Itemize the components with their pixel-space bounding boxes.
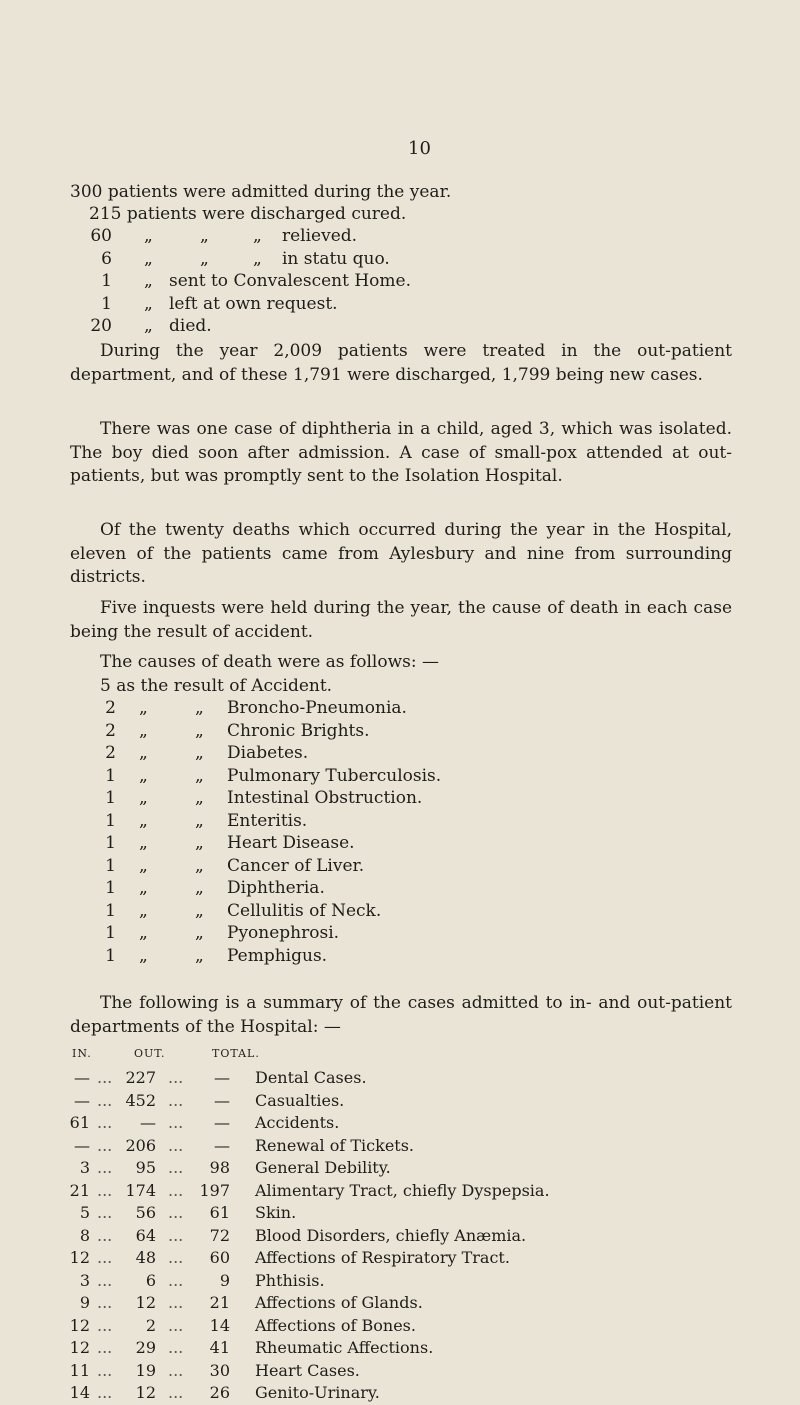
cause-count: 1 <box>105 855 116 876</box>
cause-count: 2 <box>105 743 116 763</box>
cell-in: 9 <box>79 1293 90 1312</box>
admission-outcome: left at own request. <box>169 293 338 314</box>
ditto-mark: „ <box>139 720 148 741</box>
ditto-mark: „ <box>144 293 153 314</box>
cause-count: 2 <box>105 698 116 718</box>
ditto-mark: „ <box>139 945 148 966</box>
cause-name: Pyonephrosi. <box>227 923 340 943</box>
cell-in: 21 <box>69 1180 90 1200</box>
leader-dots: ... <box>97 1180 113 1200</box>
header-total: TOTAL. <box>212 1047 260 1060</box>
cause-name: Broncho-Pneumonia. <box>227 698 407 718</box>
summary-intro: The following is a summary of the cases admitted to in- and out-patient departments of the Hospital: — <box>70 993 732 1037</box>
diphtheria-paragraph: There was one case of diphtheria in a child, aged 3, which was isolated. The boy died soon after admission. A case of small-pox attended at out-patients, but was promptly sent to the Isolation Hospital. <box>70 419 732 486</box>
cell-total: 41 <box>209 1338 230 1357</box>
cell-out: 19 <box>135 1360 156 1380</box>
ditto-mark: „ <box>139 788 148 808</box>
cell-out: 452 <box>125 1090 156 1110</box>
ditto-mark: „ <box>195 743 204 763</box>
cell-in: 3 <box>79 1158 90 1177</box>
leader-dots: ... <box>168 1203 184 1222</box>
inquests-paragraph: Five inquests were held during the year, the cause of death in each case being the result of accident. <box>70 598 732 642</box>
cause-count: 1 <box>105 788 116 808</box>
admission-outcome: relieved. <box>282 226 358 246</box>
admission-count: 20 <box>90 316 112 336</box>
admission-outcome: died. <box>169 316 212 336</box>
admission-count: 1 <box>101 271 112 291</box>
leader-dots: ... <box>168 1090 184 1110</box>
cell-out: 206 <box>125 1135 156 1155</box>
leader-dots: ... <box>97 1293 113 1312</box>
cell-in: 11 <box>69 1360 90 1380</box>
cell-in: — <box>74 1090 90 1110</box>
leader-dots: ... <box>168 1248 184 1267</box>
admission-count: 60 <box>90 226 112 246</box>
leader-dots: ... <box>168 1338 184 1357</box>
ditto-mark: „ <box>253 248 262 269</box>
cause-accident: 5 as the result of Accident. <box>100 676 333 696</box>
cause-name: Pemphigus. <box>227 945 328 966</box>
admission-outcome: sent to Convalescent Home. <box>169 271 412 291</box>
cause-name: Enteritis. <box>227 810 308 831</box>
deaths-paragraph: Of the twenty deaths which occurred during the year in the Hospital, eleven of the patients came from Aylesbury and nine from surrounding districts. <box>70 520 732 587</box>
ditto-mark: „ <box>200 248 209 269</box>
cause-count: 2 <box>105 720 116 741</box>
ditto-mark: „ <box>139 923 148 943</box>
admission-count: 1 <box>101 293 112 314</box>
cell-in: 12 <box>69 1338 90 1357</box>
ditto-mark: „ <box>195 923 204 943</box>
cell-label: Renewal of Tickets. <box>255 1135 415 1155</box>
cause-name: Intestinal Obstruction. <box>227 788 423 808</box>
leader-dots: ... <box>97 1090 113 1110</box>
cell-total: 72 <box>209 1225 230 1245</box>
cell-in: — <box>74 1135 90 1155</box>
ditto-mark: „ <box>139 765 148 786</box>
cell-total: 9 <box>219 1270 230 1290</box>
leader-dots: ... <box>97 1270 113 1290</box>
cell-in: 12 <box>69 1248 90 1267</box>
causes-intro: The causes of death were as follows: — <box>100 652 439 672</box>
cell-in: 3 <box>79 1270 90 1290</box>
cell-total: — <box>214 1068 230 1087</box>
cause-name: Diabetes. <box>227 743 309 763</box>
leader-dots: ... <box>168 1383 184 1402</box>
cell-out: 6 <box>145 1270 156 1290</box>
cell-total: 61 <box>209 1203 230 1222</box>
ditto-mark: „ <box>253 226 262 246</box>
cell-in: 14 <box>69 1383 90 1402</box>
ditto-mark: „ <box>139 743 148 763</box>
cell-label: Affections of Respiratory Tract. <box>255 1248 510 1267</box>
cell-label: Affections of Bones. <box>255 1315 416 1335</box>
cell-label: Blood Disorders, chiefly Anæmia. <box>255 1225 527 1245</box>
cell-label: Alimentary Tract, chiefly Dyspepsia. <box>255 1180 550 1200</box>
admission-count: 6 <box>101 248 112 269</box>
cause-count: 1 <box>105 923 116 943</box>
cell-label: Skin. <box>255 1203 297 1222</box>
cell-label: Heart Cases. <box>255 1360 360 1380</box>
cause-count: 1 <box>105 833 116 853</box>
page-number: 10 <box>408 138 431 159</box>
ditto-mark: „ <box>144 316 153 336</box>
leader-dots: ... <box>97 1203 113 1222</box>
cause-count: 1 <box>105 810 116 831</box>
leader-dots: ... <box>97 1248 113 1267</box>
cell-out: 48 <box>135 1248 156 1267</box>
cause-count: 1 <box>105 878 116 898</box>
cause-count: 1 <box>105 945 116 966</box>
header-in: IN. <box>72 1047 92 1060</box>
cell-out: 64 <box>135 1225 156 1245</box>
cell-total: 26 <box>209 1383 230 1402</box>
cause-count: 1 <box>105 765 116 786</box>
leader-dots: ... <box>97 1158 113 1177</box>
cause-name: Pulmonary Tuberculosis. <box>227 765 442 786</box>
cell-label: Accidents. <box>255 1113 340 1132</box>
ditto-mark: „ <box>195 720 204 741</box>
ditto-mark: „ <box>195 698 204 718</box>
cell-total: 98 <box>209 1158 230 1177</box>
cause-name: Cellulitis of Neck. <box>227 900 382 921</box>
cause-count: 1 <box>105 900 116 921</box>
admissions-intro: 300 patients were admitted during the year. <box>70 182 452 202</box>
leader-dots: ... <box>97 1383 113 1402</box>
cell-total: 60 <box>209 1248 230 1267</box>
admission-outcome: in statu quo. <box>282 248 390 269</box>
ditto-mark: „ <box>144 271 153 291</box>
cell-total: — <box>214 1113 230 1132</box>
ditto-mark: „ <box>195 833 204 853</box>
ditto-mark: „ <box>139 833 148 853</box>
cell-label: Casualties. <box>255 1090 345 1110</box>
leader-dots: ... <box>168 1225 184 1245</box>
leader-dots: ... <box>168 1113 184 1132</box>
cell-total: — <box>214 1135 230 1155</box>
cell-in: 8 <box>79 1225 90 1245</box>
cell-total: — <box>214 1090 230 1110</box>
cell-out: 12 <box>135 1293 156 1312</box>
cause-name: Diphtheria. <box>227 878 325 898</box>
leader-dots: ... <box>97 1135 113 1155</box>
leader-dots: ... <box>97 1225 113 1245</box>
cell-total: 21 <box>209 1293 230 1312</box>
admissions-discharged-cured: 215 patients were discharged cured. <box>89 204 407 224</box>
cell-total: 14 <box>209 1315 230 1335</box>
ditto-mark: „ <box>195 765 204 786</box>
cause-name: Cancer of Liver. <box>227 855 365 876</box>
cell-label: Phthisis. <box>255 1270 325 1290</box>
leader-dots: ... <box>168 1270 184 1290</box>
ditto-mark: „ <box>139 900 148 921</box>
leader-dots: ... <box>97 1338 113 1357</box>
ditto-mark: „ <box>195 878 204 898</box>
cell-total: 197 <box>199 1180 230 1200</box>
leader-dots: ... <box>97 1068 113 1087</box>
leader-dots: ... <box>168 1315 184 1335</box>
ditto-mark: „ <box>195 810 204 831</box>
cell-label: Dental Cases. <box>255 1068 367 1087</box>
cause-name: Heart Disease. <box>227 833 355 853</box>
leader-dots: ... <box>168 1293 184 1312</box>
leader-dots: ... <box>97 1113 113 1132</box>
ditto-mark: „ <box>139 698 148 718</box>
ditto-mark: „ <box>195 900 204 921</box>
ditto-mark: „ <box>195 788 204 808</box>
cell-label: Genito-Urinary. <box>255 1383 380 1402</box>
cell-out: 29 <box>135 1338 156 1357</box>
cell-out: 2 <box>145 1315 156 1335</box>
cell-label: Affections of Glands. <box>255 1293 423 1312</box>
cause-name: Chronic Brights. <box>227 720 370 741</box>
leader-dots: ... <box>168 1180 184 1200</box>
leader-dots: ... <box>168 1135 184 1155</box>
cell-in: — <box>74 1068 90 1087</box>
ditto-mark: „ <box>200 226 209 246</box>
leader-dots: ... <box>97 1315 113 1335</box>
cell-in: 5 <box>79 1203 90 1222</box>
cell-total: 30 <box>209 1360 230 1380</box>
cell-out: 227 <box>125 1068 156 1087</box>
leader-dots: ... <box>97 1360 113 1380</box>
cell-in: 61 <box>69 1113 90 1132</box>
ditto-mark: „ <box>139 878 148 898</box>
cell-label: Rheumatic Affections. <box>255 1338 434 1357</box>
ditto-mark: „ <box>139 855 148 876</box>
header-out: OUT. <box>134 1047 166 1060</box>
ditto-mark: „ <box>144 248 153 269</box>
cell-out: 12 <box>135 1383 156 1402</box>
ditto-mark: „ <box>139 810 148 831</box>
ditto-mark: „ <box>195 945 204 966</box>
ditto-mark: „ <box>195 855 204 876</box>
leader-dots: ... <box>168 1360 184 1380</box>
cell-out: 95 <box>135 1158 156 1177</box>
ditto-mark: „ <box>144 226 153 246</box>
cell-label: General Debility. <box>255 1158 391 1177</box>
cell-in: 12 <box>69 1315 90 1335</box>
leader-dots: ... <box>168 1068 184 1087</box>
cell-out: 56 <box>135 1203 156 1222</box>
leader-dots: ... <box>168 1158 184 1177</box>
cell-out: 174 <box>125 1180 156 1200</box>
cell-out: — <box>140 1113 156 1132</box>
outpatient-paragraph: During the year 2,009 patients were treated in the out-patient department, and of these 1,791 were discharged, 1,799 being new cases. <box>70 341 732 385</box>
